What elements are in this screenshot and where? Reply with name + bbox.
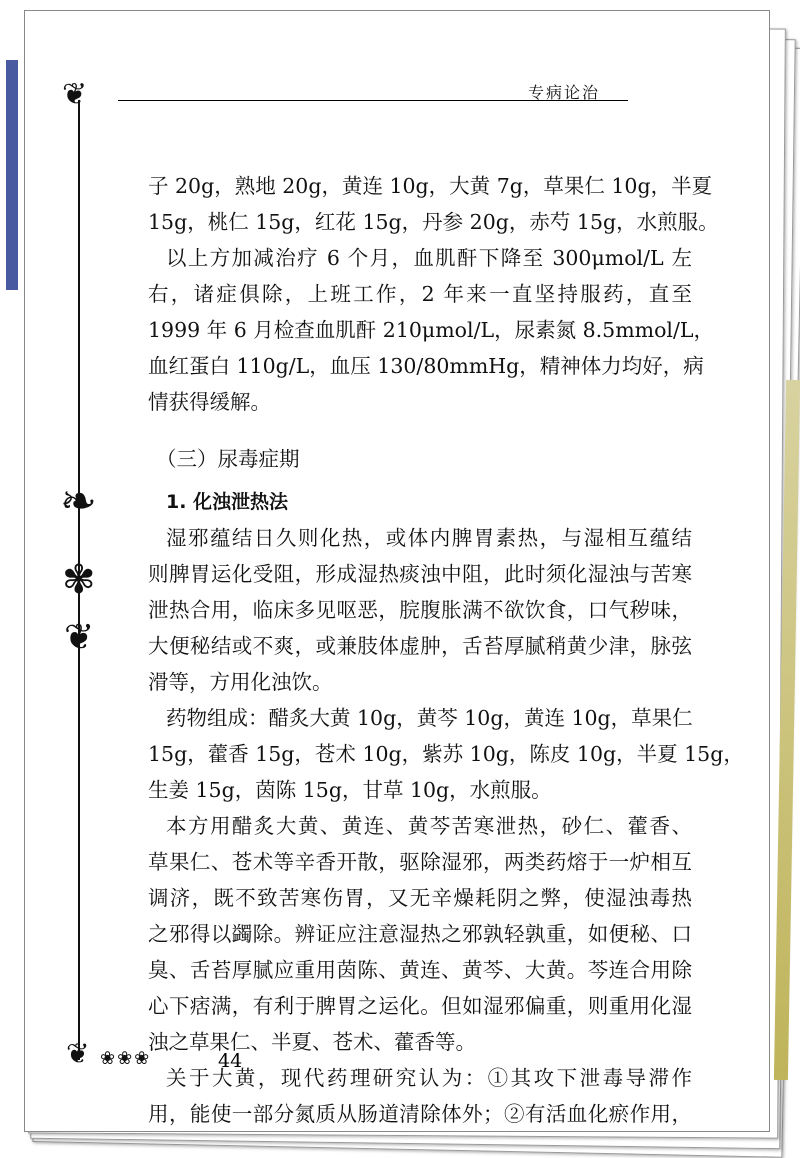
scroll-ornament-icon: ✾ xyxy=(62,557,96,603)
text-line: 之邪得以蠲除。辨证应注意湿热之邪孰轻孰重，如便秘、口 xyxy=(148,922,692,946)
border-ornament-icon: ❀❀❀ xyxy=(100,1048,152,1069)
text-line: 血红蛋白 110g/L，血压 130/80mmHg，精神体力均好，病 xyxy=(148,354,704,378)
corner-ornament-icon: ❦ xyxy=(62,77,88,112)
text-line: 情获得缓解。 xyxy=(148,390,271,414)
body-text xyxy=(148,168,744,1132)
text-line: 本方用醋炙大黄、黄连、黄芩苦寒泄热，砂仁、藿香、 xyxy=(166,814,692,838)
subsection-heading: 1. 化浊泄热法 xyxy=(166,491,289,513)
text-line: 用，能使一部分氮质从肠道清除体外；②有活血化瘀作用， xyxy=(148,1102,692,1126)
text-line: 药物组成：醋炙大黄 10g，黄芩 10g，黄连 10g，草果仁 xyxy=(166,706,693,730)
scroll-ornament-icon: ❧ xyxy=(60,476,97,527)
text-line: 子 20g，熟地 20g，黄连 10g，大黄 7g，草果仁 10g，半夏 xyxy=(148,174,713,198)
text-line: 15g，桃仁 15g，红花 15g，丹参 20g，赤芍 15g，水煎服。 xyxy=(148,210,719,234)
text-line: 以上方加减治疗 6 个月，血肌酐下降至 300μmol/L 左 xyxy=(166,246,692,270)
text-line: 滑等，方用化浊饮。 xyxy=(148,670,333,694)
text-line: 浊之草果仁、半夏、苍术、藿香等。 xyxy=(148,1030,476,1054)
page-edge-decoration xyxy=(6,60,18,290)
text-line: 臭、舌苔厚腻应重用茵陈、黄连、黄芩、大黄。芩连合用除 xyxy=(148,958,692,982)
text-line: 大便秘结或不爽，或兼肢体虚肿，舌苔厚腻稍黄少津，脉弦 xyxy=(148,634,692,658)
section-heading: （三）尿毒症期 xyxy=(156,447,300,471)
corner-ornament-icon: ❦ xyxy=(66,1037,90,1070)
running-title: 专病论治 xyxy=(528,83,601,102)
text-line: 调济，既不致苦寒伤胃，又无辛燥耗阴之弊，使湿浊毒热 xyxy=(148,886,692,910)
text-line: 心下痞满，有利于脾胃之运化。但如湿邪偏重，则重用化湿 xyxy=(148,994,692,1018)
text-line: 则脾胃运化受阻，形成湿热痰浊中阻，此时须化湿浊与苦寒 xyxy=(148,562,692,586)
text-line: 15g，藿香 15g，苍术 10g，紫苏 10g，陈皮 10g，半夏 15g， xyxy=(148,742,744,766)
text-line: 生姜 15g，茵陈 15g，甘草 10g，水煎服。 xyxy=(148,778,552,802)
text-line: 湿邪蕴结日久则化热，或体内脾胃素热，与湿相互蕴结 xyxy=(166,526,692,550)
text-line: 草果仁、苍术等辛香开散，驱除湿邪，两类药熔于一炉相互 xyxy=(148,850,692,874)
text-line: 泄热合用，临床多见呕恶，脘腹胀满不欲饮食，口气秽味， xyxy=(148,598,692,622)
text-line: 右，诸症俱除，上班工作，2 年来一直坚持服药，直至 xyxy=(148,282,692,306)
text-line: 关于大黄，现代药理研究认为：①其攻下泄毒导滞作 xyxy=(166,1066,692,1090)
page-number: 44 xyxy=(218,1050,243,1072)
text-line: 1999 年 6 月检查血肌酐 210μmol/L，尿素氮 8.5mmol/L， xyxy=(148,318,715,342)
scroll-ornament-icon: ❦ xyxy=(64,617,95,658)
